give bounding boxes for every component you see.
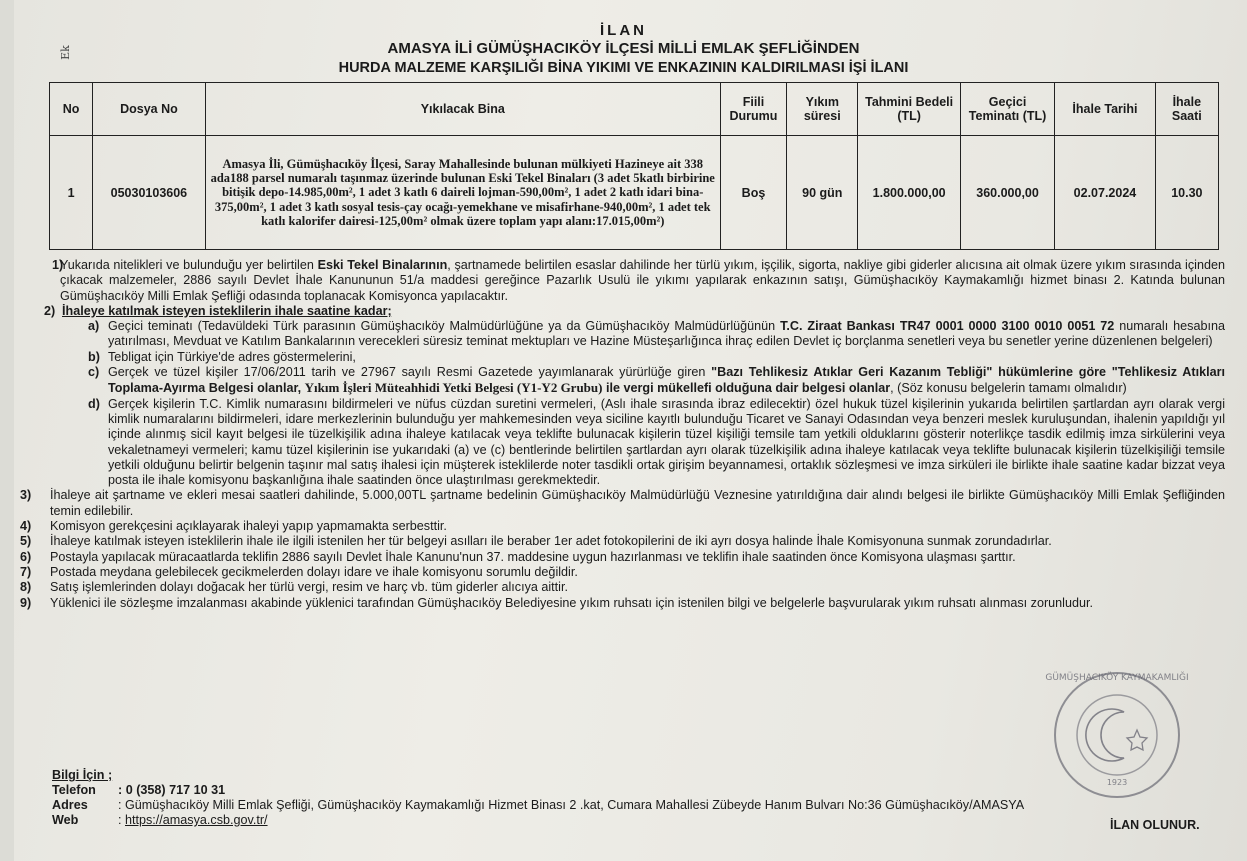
cell-ihale-tarihi: 02.07.2024 [1055,136,1155,250]
condition-8 [20,580,1225,595]
condition-text: Postada meydana gelebilecek gecikmelerden dolayı idare ve ihale komisyonu sorumlu değildir. [50,564,578,579]
condition-3 [20,488,1225,519]
col-dosya-no: Dosya No [93,83,205,136]
contact-phone [52,783,1024,798]
header-subject: HURDA MALZEME KARŞILIĞI BİNA YIKIMI VE ENKAZININ KALDIRILMASI İŞİ İLANI [338,60,909,76]
col-tahmini-bedel: Tahmini Bedeli (TL) [858,83,960,136]
cell-fiili-durumu: Boş [720,136,786,250]
item-number: 8) [20,580,32,595]
address-value: : Gümüşhacıköy Milli Emlak Şefliği, Gümüşhacıköy Kaymakamlığı Hizmet Binası 2 .kat, Cumara Mahallesi Zübeyde Hanım Bulvarı No:36 Gümüşhacıköy/AMASYA [118,798,1025,812]
col-yikim-suresi: Yıkım süresi [787,83,858,136]
condition-5 [20,534,1225,549]
condition-text: Yüklenici ile sözleşme imzalanması akabinde yüklenici tarafından Gümüşhacıköy Belediyesine yıkım ruhsatı için istenilen bilgi ve belgelerle başvurularak yıkım ruhsatı alınması zorunludur. [50,595,1093,610]
cell-tahmini-bedel: 1.800.000,00 [858,136,960,250]
item-number: 7) [20,564,32,579]
contact-info [52,768,1024,828]
condition-emphasis: Yıkım İşleri Müteahhidi Yetki Belgesi (Y1-Y2 Grubu) [304,380,603,396]
bina-details: (3 adet 5katlı birbirine bitişik depo-14.985,00m², 1 adet 3 katlı 6 daireli lojman-590,00m², 1 adet 2 katlı idari bina-375,00m², 1 adet 3 katlı sosyal tesis-çay ocağı-yemekhane ve misafirhane-940,00m², 1 adet tek katlı kalorifer dairesi-125,00m² olmak üzere toplam yapı alanı:17.015,00m²) [214,171,715,228]
bina-description: Amasya İli, Gümüşhacıköy İlçesi, Saray Mahallesinde bulunan mülkiyeti Hazineye ait 338 ada188 parsel numaralı taşınmaz üzerinde bulunan Eski Tekel Binaları [210,156,704,186]
condition-2b [20,350,1225,365]
condition-text: , (Söz konusu belgelerin tamamı olmalıdır) [890,381,1127,396]
condition-1 [20,258,1225,304]
cell-ihale-saati: 10.30 [1155,136,1218,250]
item-number: 3) [20,488,32,503]
item-letter: b) [88,349,100,364]
condition-text: İhaleye ait şartname ve ekleri mesai saatleri dahilinde, 5.000,00TL şartname bedelinin Gümüşhacıköy Malmüdürlüğü Veznesine yatırıldığına dair alındı belgesi ile birlikte Gümüşhacıköy Milli Emlak Şefliğinden temin edilebilir. [50,488,1225,518]
cell-no: 1 [50,136,93,250]
condition-4 [20,519,1225,534]
item-number: 4) [20,519,32,534]
seal-year: 1923 [1106,778,1128,787]
col-ihale-saati: İhale Saati [1155,83,1218,136]
closing-statement: İLAN OLUNUR. [1110,818,1200,832]
condition-text: , şartnamede belirtilen esaslar dahilinde her türlü yıkım, işçilik, sigorta, nakliye gibi giderler alıcısına ait olmak üzere yıkım sırasında içinden çıkacak malzemeler, 2886 sayılı Devlet İhale Kanununun 51/a maddesi gereğince Pazarlık Usulü ile yıkımı yapılarak enkazının satışı, Gümüşhacıköy Kaymakamlığı hizmet binası 2. Katında bulunan Gümüşhacıköy Milli Emlak Şefliği odasında toplanacak Komisyonca yapılacaktır. [60,258,1225,303]
phone-label: Telefon [52,783,96,797]
web-link[interactable]: https://amasya.csb.gov.tr/ [125,813,268,827]
item-number: 6) [20,549,32,564]
web-label: Web [52,813,79,827]
conditions-list [20,258,1225,611]
condition-2a [20,319,1225,350]
side-mark: Ek [58,45,72,60]
col-gecici-teminat: Geçici Teminatı (TL) [960,83,1054,136]
header-authority: AMASYA İLİ GÜMÜŞHACIKÖY İLÇESİ MİLLİ EMLAK ŞEFLİĞİNDEN [387,40,860,57]
condition-2d [20,397,1225,489]
item-letter: d) [88,396,100,411]
col-yikilacak-bina: Yıkılacak Bina [205,83,720,136]
condition-text: numaralı hesabına yatırılması, Mevduat ve Katılım Bankalarının verecekleri süresiz teminat mektupları ve Hazine Müsteşarlığınca ihraç edilen Devlet iç borçlanma senetleri veya bu senetler yerine düzenlenen belgeleri) [108,319,1225,349]
seal-text: GÜMÜŞHACIKÖY KAYMAKAMLIĞI [1045,673,1189,683]
item-letter: c) [88,365,100,380]
condition-emphasis: "Bazı Tehlikesiz Atıklar Geri Kazanım Tebliği" hükümlerine göre "Tehlikesiz Atıkları Toplama-Ayırma Belgesi olanlar, [108,365,1225,396]
condition-2c [20,365,1225,397]
table-header-row [50,83,1219,136]
web-separator: : [118,813,125,827]
col-ihale-tarihi: İhale Tarihi [1055,83,1155,136]
condition-emphasis: Eski Tekel Binalarının [317,258,448,272]
contact-address [52,798,1024,813]
condition-2 [20,304,1225,319]
condition-text: Geçici teminatı (Tedavüldeki Türk parasının Gümüşhacıköy Malmüdürlüğüne ya da Gümüşhacıköy Malmüdürlüğünün [108,319,781,334]
condition-text: Yukarıda nitelikleri ve bulunduğu yer belirtilen [60,258,318,272]
item-letter: a) [88,319,100,334]
col-no: No [50,83,93,136]
contact-web [52,813,1024,828]
condition-6 [20,550,1225,565]
condition-text: Gerçek ve tüzel kişiler 17/06/2011 tarih ve 27967 sayılı Resmi Gazetede yayımlanarak yürürlüğe giren [108,365,712,380]
condition-text: İhaleye katılmak isteyen isteklilerin ihale ile ilgili istenilen her tür belgeyi asılları ile beraber 1er adet fotokopilerini de iki ayrı dosya halinde İhale Komisyonuna sunmak zorundadırlar. [50,534,1052,549]
cell-dosya-no: 05030103606 [93,136,205,250]
table-row [50,136,1219,250]
col-fiili-durumu: Fiili Durumu [720,83,786,136]
cell-yikim-suresi: 90 gün [787,136,858,250]
bank-account: T.C. Ziraat Bankası TR47 0001 0000 3100 0010 0051 72 [780,319,1115,334]
item-number: 2) [44,303,56,318]
cell-gecici-teminat: 360.000,00 [960,136,1054,250]
cell-yikilacak-bina [205,136,720,250]
condition-text: Tebligat için Türkiye'de adres göstermelerini, [108,349,356,364]
item-number: 9) [20,595,32,610]
tender-table [49,82,1219,250]
address-label: Adres [52,798,88,812]
phone-value: : 0 (358) 717 10 31 [118,783,226,797]
condition-9 [20,596,1225,611]
condition-text: Gerçek kişilerin T.C. Kimlik numarasını bildirmeleri ve nüfus cüzdan suretini vermeleri, (Aslı ihale sırasında ibraz edilecektir) özel hukuk tüzel kişilerinin yukarıda belirtilen şartlardan ayrı olarak vergi kimlik numaralarını bildirmeleri, idare merkezlerinin bulunduğu yer mahkemesinden veya siciline kayıtlı bulunduğu Ticaret ve Sanayi Odasından veya benzeri meslek kuruluşundan, ihalenin yapıldığı yıl içinde alınmış sicil kayıt belgesi ile tüzelkişilik adına ihaleye katılacak veya teklifte bulunacak kişilerin tüzel kişiliği temsile tam yetkili olduklarını gösterir noterlikçe tasdik edilmiş imza sirkülerini veya vekaletnameyi vermeleri; kamu tüzel kişilerinin ise yukarıdaki (a) ve (c) bentlerinde belirtilen şartlardan ayrı olarak tüzelkişilik adına ihaleye katılacak veya teklifte bulunacak kişilerin tüzelkişiliği temsile yetkili olduğunu belirtir belgenin taşınır mal satış ihalesi için müşterek isteklilerde noter tasdikli ortak girişim beyannamesi, ortaklık sözleşmesi ve imza sirküleri ile birlikte ihale saatine kadar bizzat veya posta ile ihale komisyonu başkanlığına ihale saatinden önce ulaştırılması gerekmektedir. [108,396,1225,488]
official-seal-stamp [1042,660,1192,810]
condition-text: Komisyon gerekçesini açıklayarak ihaleyi yapıp yapmamakta serbesttir. [50,519,447,534]
item-number: 1) [52,258,64,272]
condition-7 [20,565,1225,580]
item-number: 5) [20,534,32,549]
condition-emphasis: ile vergi mükellefi olduğuna dair belgesi olanlar [602,381,891,396]
contact-title: Bilgi İçin ; [52,768,113,782]
condition-heading: İhaleye katılmak isteyen isteklilerin ihale saatine kadar; [62,303,392,318]
header-title: İLAN [600,22,647,39]
condition-text: Satış işlemlerinden dolayı doğacak her türlü vergi, resim ve harç vb. tüm giderler alıcıya aittir. [50,580,568,595]
condition-text: Postayla yapılacak müracaatlarda teklifin 2886 sayılı Devlet İhale Kanunu'nun 37. maddesine uygun hazırlanması ve teklifin ihale saatinden önce Komisyona ulaşması şarttır. [50,549,1016,564]
